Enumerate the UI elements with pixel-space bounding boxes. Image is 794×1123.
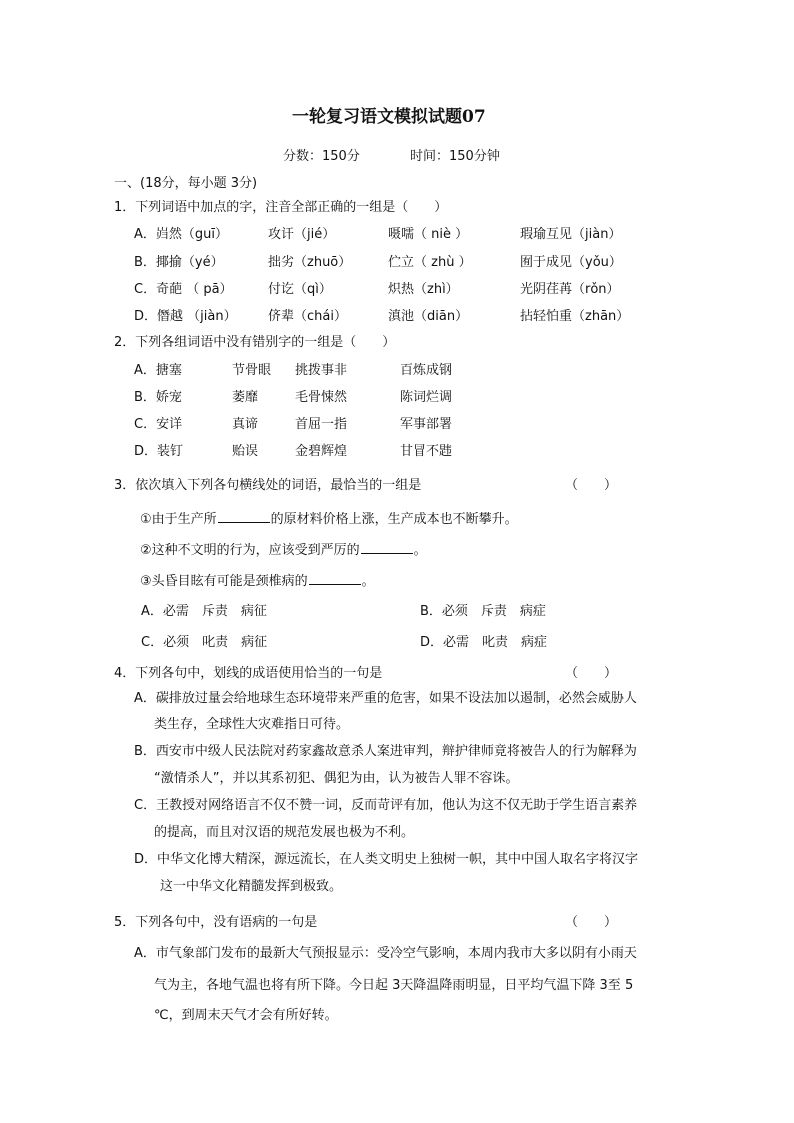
q3-sentence-3: ③头昏目眩有可能是颈椎病的 。 [140, 574, 375, 589]
score-info: 分数：150分 [283, 149, 360, 164]
section-heading: 一、(18分，每小题 3分) [114, 176, 258, 191]
q3-option-b: B．必须 斥责 病症 [420, 604, 546, 619]
q3-sentence-2: ②这种不文明的行为，应该受到严厉的 。 [140, 543, 427, 558]
question-1-stem: 1．下列词语中加点的字，注音全部正确的一组是（ ） [114, 200, 448, 215]
fill-blank-line [309, 572, 361, 585]
question-5-paren: （ ） [565, 915, 618, 930]
question-4-stem: 4．下列各句中，划线的成语使用恰当的一句是 [114, 666, 383, 681]
page-title: 一轮复习语文模拟试题07 [292, 107, 486, 127]
q3-sentence-1: ①由于生产所 的原材料价格上涨，生产成本也不断攀升。 [140, 512, 518, 527]
fill-blank-line [218, 510, 270, 523]
question-5-stem: 5．下列各句中，没有语病的一句是 [114, 915, 318, 930]
fill-blank-line [361, 541, 413, 554]
q3-option-c: C．必须 叱责 病征 [141, 635, 268, 650]
question-3-paren: （ ） [565, 478, 618, 493]
question-3-stem: 3．依次填入下列各句横线处的词语，最恰当的一组是 [114, 478, 422, 493]
time-info: 时间：150分钟 [410, 149, 500, 164]
question-2-stem: 2．下列各组词语中没有错别字的一组是（ ） [114, 335, 396, 350]
q3-option-a: A．必需 斥责 病征 [141, 604, 267, 619]
q3-option-d: D．必需 叱责 病症 [420, 635, 548, 650]
question-4-paren: （ ） [565, 666, 618, 681]
